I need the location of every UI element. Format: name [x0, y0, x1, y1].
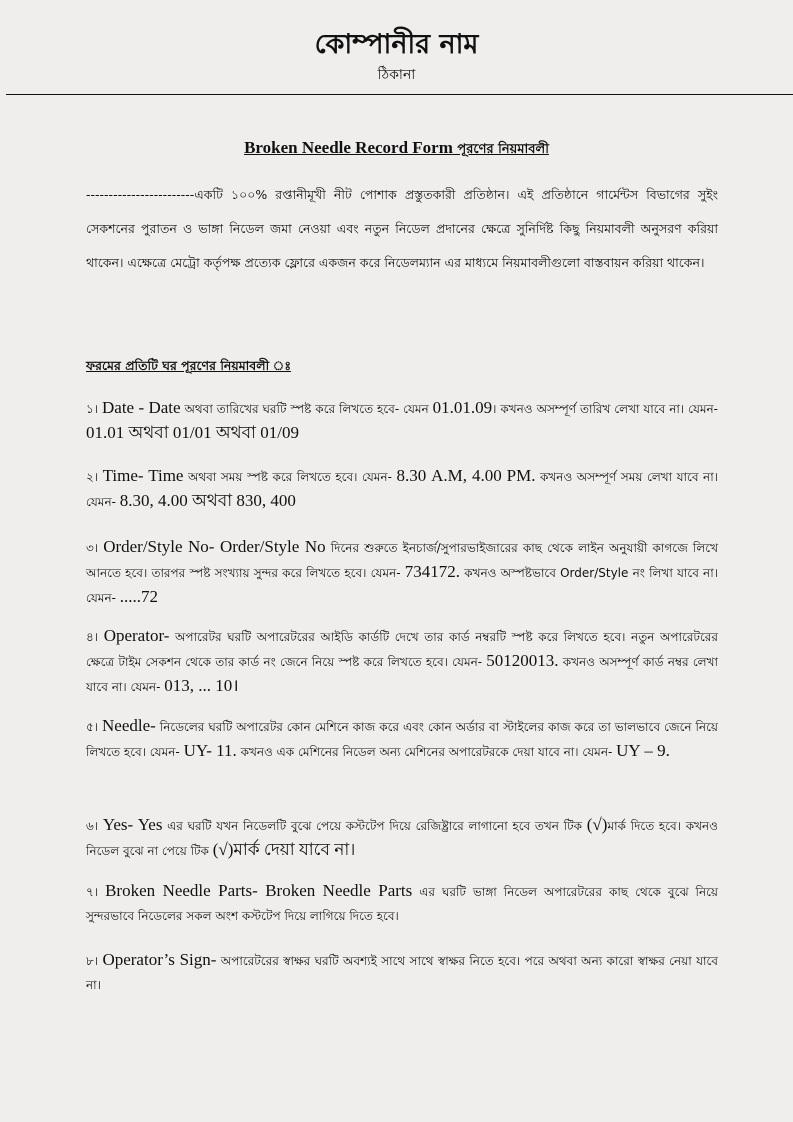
rule-item: ৮। Operator’s Sign- অপারেটরের স্বাক্ষর ঘরটি অবশ্যই সাথে সাথে স্বাক্ষর নিতে হবে। পরে অথবা অন্য কারো স্বাক্ষর নেয়া যাবে না।: [86, 950, 718, 992]
rule-item: ৬। Yes- Yes এর ঘরটি যখন নিডেলটি বুঝে পেয়ে কস্টটেপ দিয়ে রেজিষ্ট্রারে লাগানো হবে তখন টিক (√)মার্ক দিতে হবে। কখনও নিডেল বুঝে না পেয়ে টিক (√)মার্ক দেয়া যাবে না।: [86, 815, 718, 859]
rule-item: ৭। Broken Needle Parts- Broken Needle Parts এর ঘরটি ভাঙ্গা নিডেল অপারেটরের কাছ থেকে বুঝে নিয়ে সুন্দরভাবে নিডেলের সকল অংশ কস্টটেপ দিয়ে লাগিয়ে দিতে হবে।: [86, 881, 718, 923]
section-heading: ফরমের প্রতিটি ঘর পূরণের নিয়মাবলী ঃ: [86, 358, 291, 373]
form-title: [0, 137, 793, 161]
company-name: কোম্পানীর নাম: [314, 29, 479, 60]
intro-paragraph: ------------------------একটি ১০০% রপ্তানীমূখী নীট পোশাক প্রস্তুতকারী প্রতিষ্ঠান। এই প্রতিষ্ঠানে গার্মেন্টস বিভাগের সুইং সেকশনের পুরাতন ও ভাঙ্গা নিডেল জমা নেওয়া এবং নতুন নিডেল প্রদানের ক্ষেত্রে সুনির্দিষ্ট কিছু নিয়মাবলী অনুসরণ করিয়া থাকেন। এক্ষেত্রে মেট্রো কর্তৃপক্ষ প্রত্যেক ফ্লোরে একজন করে নিডেলম্যান এর মাধ্যমে নিয়মাবলীগুলো বাস্তবায়ন করিয়া থাকেন।: [86, 187, 718, 270]
rule-item: ১। Date - Date অথবা তারিখের ঘরটি স্পষ্ট করে লিখতে হবে- যেমন 01.01.09। কখনও অসম্পূর্ণ তারিখ লেখা যাবে না। যেমন- 01.01 অথবা 01/01 অথবা 01/09: [86, 398, 719, 442]
header-divider: [6, 94, 793, 95]
form-title-en: Broken Needle Record Form: [244, 138, 453, 157]
rule-item: ৪। Operator- অপারেটর ঘরটি অপারেটরের আইডি কার্ডটি দেখে তার কার্ড নম্বরটি স্পষ্ট করে লিখতে হবে। নতুন অপারেটরের ক্ষেত্রে টাইম সেকশন থেকে তার কার্ড নং জেনে নিয়ে স্পষ্ট করে লিখতে হবে। যেমন- 50120013. কখনও অসম্পূর্ণ কার্ড নম্বর লেখা যাবে না। যেমন- 013, ... 10।: [86, 626, 718, 695]
rule-item: ৩। Order/Style No- Order/Style No দিনের শুরুতে ইনচার্জ/সুপারভাইজারের কাছ থেকে লাইন অনুযায়ী কাগজে লিখে আনতে হবে। তারপর স্পষ্ট সংখ্যায় সুন্দর করে লিখতে হবে। যেমন- 734172. কখনও অস্পষ্টভাবে Order/Style নং লিখা যাবে না। যেমন- .....72: [86, 537, 718, 606]
rule-item: ২। Time- Time অথবা সময় স্পষ্ট করে লিখতে হবে। যেমন- 8.30 A.M, 4.00 PM. কখনও অসম্পূর্ণ সময় লেখা যাবে না। যেমন- 8.30, 4.00 অথবা 830, 400: [86, 466, 718, 510]
form-title-bn: পূরণের নিয়মাবলী: [452, 142, 549, 157]
rule-item: ৫। Needle- নিডেলের ঘরটি অপারেটর কোন মেশিনে কাজ করে এবং কোন অর্ডার বা স্টাইলের কাজ করে তা ভালভাবে জেনে নিয়ে লিখতে হবে। যেমন- UY- 11. কখনও এক মেশিনের নিডেল অন্য মেশিনের অপারেটরকে দেয়া যাবে না। যেমন- UY – 9.: [86, 716, 718, 760]
company-address: ঠিকানা: [377, 67, 416, 83]
